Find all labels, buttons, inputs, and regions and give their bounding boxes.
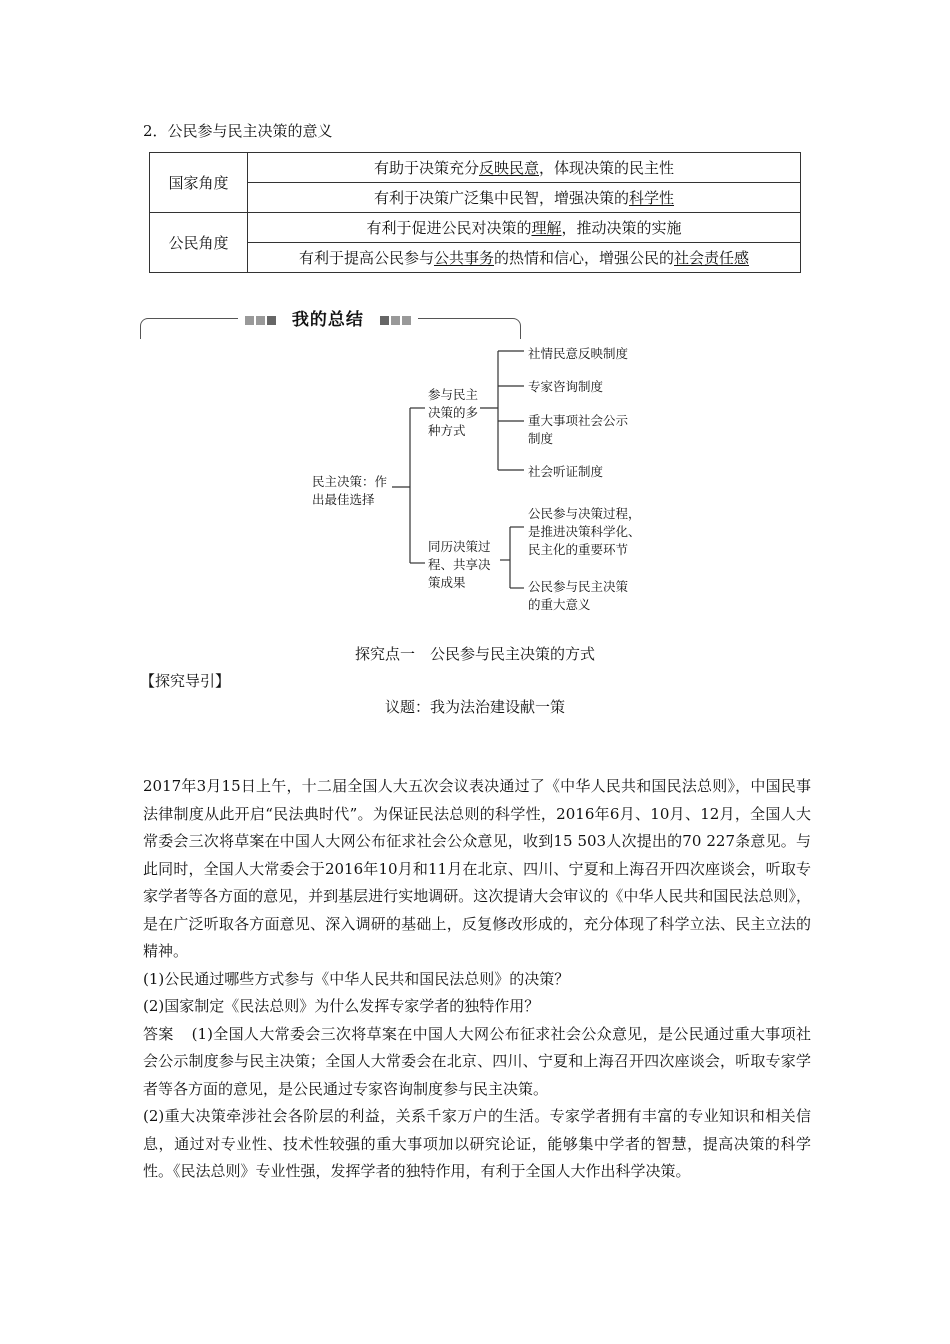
summary-heading: 我的总结	[238, 305, 418, 330]
question-item: (1)公民通过哪些方式参与《中华人民共和国民法总则》的决策？	[143, 969, 570, 988]
mind-map-leaf: 社会听证制度	[528, 464, 604, 479]
mind-map-leaf: 专家咨询制度	[528, 379, 604, 394]
mind-map-root: 民主决策：作出最佳选择	[312, 474, 388, 507]
question-item: (2)国家制定《民法总则》为什么发挥专家学者的独特作用？	[143, 997, 540, 1015]
passage-text: 2017年3月15日上午，十二届全国人大五次会议表决通过了《中华人民共和国民法总则》，中国民事法律制度从此开启“民法典时代”。为保证民法总则的科学性，2016年6月、10月、12月，全国人大常委会三次将草案在中国人大网公布征求社会公众意见，收到15 503人次提出的70 227条意见。与此同时，全国人大常委会于2016年10月和11月在北京、四川、宁夏和上海召开四次座谈会，听取专家学者等各方面的意见，并到基层进行实地调研。这次提请大会审议的《中华人民共和国民法总则》，是在广泛听取各方面意见、深入调研的基础上，反复修改形成的，充分体现了科学立法、民主立法的精神。	[143, 777, 811, 960]
category-cell: 国家角度	[150, 153, 248, 213]
mind-map-leaf: 社情民意反映制度	[528, 346, 629, 361]
mind-map-leaf: 公民参与决策过程，是推进决策科学化、民主化的重要环节	[528, 506, 641, 557]
mind-map-leaf: 公民参与民主决策的重大意义	[528, 579, 629, 612]
inquiry-point-title: 探究点一 公民参与民主决策的方式	[354, 645, 595, 663]
answer-label: 答案	[143, 1024, 174, 1043]
table-cell: 有利于决策广泛集中民智，增强决策的科学性	[248, 183, 801, 213]
mind-map-leaf: 重大事项社会公示制度	[528, 413, 629, 446]
mind-map-branch: 参与民主决策的多种方式	[428, 387, 479, 438]
category-cell: 公民角度	[150, 213, 248, 273]
section-title: 2．公民参与民主决策的意义	[143, 122, 333, 140]
guide-label: 【探究导引】	[140, 672, 231, 690]
table-cell: 有利于促进公民对决策的理解，推动决策的实施	[248, 213, 801, 243]
table-cell: 有利于提高公民参与公共事务的热情和信心，增强公民的社会责任感	[248, 243, 801, 273]
answer-item: 答案 (1)全国人大常委会三次将草案在中国人大网公布征求社会公众意见，是公民通过重大事项社会公示制度参与民主决策；全国人大常委会在北京、四川、宁夏和上海召开四次座谈会，听取专家学者等各方面的意见，是公民通过专家咨询制度参与民主决策。	[143, 1024, 811, 1098]
topic-title: 议题：我为法治建设献一策	[384, 698, 565, 716]
table-cell: 有助于决策充分反映民意，体现决策的民主性	[248, 153, 801, 183]
passage-block	[143, 773, 811, 1186]
mind-map-branch: 同历决策过程、共享决策成果	[428, 539, 491, 590]
answer-item: (2)重大决策牵涉社会各阶层的利益，关系千家万户的生活。专家学者拥有丰富的专业知识和相关信息，通过对专业性、技术性较强的重大事项加以研究论证，能够集中学者的智慧，提高决策的科学性。《民法总则》专业性强，发挥学者的独特作用，有利于全国人大作出科学决策。	[143, 1107, 811, 1180]
